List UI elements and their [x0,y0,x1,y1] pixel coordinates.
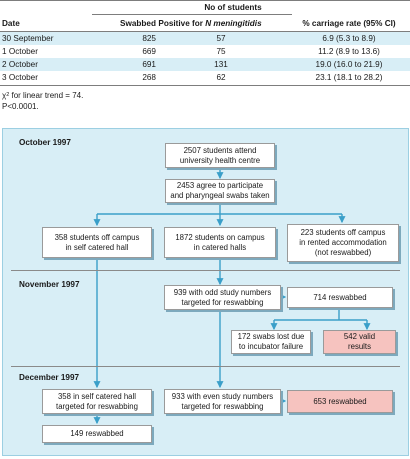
period-october: October 1997 [19,138,71,147]
table-cell: 75 [216,47,226,56]
table-cell: 57 [216,34,226,43]
box-on-campus-catered: 1872 students on campus in catered halls [164,227,276,258]
table-cell: 23.1 (18.1 to 28.2) [315,73,383,82]
footnote-symbol: χ [2,91,7,100]
table-cell: 669 [142,47,156,56]
box-self-reswabbed: 149 reswabbed [42,425,152,443]
table-cell: 19.0 (16.0 to 21.9) [315,60,383,69]
header-date: Date [2,19,20,28]
table-cell: 6.9 (5.3 to 8.9) [322,34,376,43]
footnote-text: for linear trend = 74. [9,91,84,100]
table-cell: 62 [216,73,226,82]
group-header-rule [92,14,292,15]
group-header: No of students [204,3,262,12]
study-flowchart [2,128,409,456]
period-divider-november [11,270,400,271]
box-self-catered-hall: 358 students off campus in self catered hall [42,227,152,258]
box-swabs-lost: 172 swabs lost due to incubator failure [231,330,311,354]
table-cell: 825 [142,34,156,43]
table-cell: 2 October [2,60,38,69]
table-cell: 30 September [2,34,54,43]
box-valid-results: 542 valid results [323,330,396,354]
box-rented-accommodation: 223 students off campus in rented accommodation (not reswabbed) [287,224,399,262]
box-odd-targeted: 939 with odd study numbers targeted for reswabbing [164,285,281,310]
box-even-reswabbed: 653 reswabbed [287,390,393,413]
box-odd-reswabbed: 714 reswabbed [287,287,393,308]
table-cell: 131 [214,60,228,69]
box-attend-health-centre: 2507 students attend university health centre [165,143,275,168]
header-swabbed: Swabbed [120,19,156,28]
footnote-chi-square [2,91,83,101]
table-cell: 691 [142,60,156,69]
footnote-superscript: 2 [6,92,10,98]
header-carriage-rate: % carriage rate (95% CI) [302,19,396,28]
period-december: December 1997 [19,373,80,382]
header-positive: Positive for N meningitidis [158,19,262,28]
box-agree-participate: 2453 agree to participate and pharyngeal swabs taken [165,179,275,203]
table-cell: 11.2 (8.9 to 13.6) [318,47,380,56]
table-cell: 268 [142,73,156,82]
period-november: November 1997 [19,280,80,289]
header-positive-organism: N meningitidis [205,19,262,28]
period-divider-december [11,366,400,367]
box-self-targeted: 358 in self catered hall targeted for reswabbing [42,389,152,414]
table-cell: 3 October [2,73,38,82]
table-bottom-rule [0,85,410,86]
table-cell: 1 October [2,47,38,56]
table-top-rule [0,0,410,1]
footnote-p-value: P<0.0001. [2,102,39,111]
box-even-targeted: 933 with even study numbers targeted for reswabbing [164,389,281,414]
